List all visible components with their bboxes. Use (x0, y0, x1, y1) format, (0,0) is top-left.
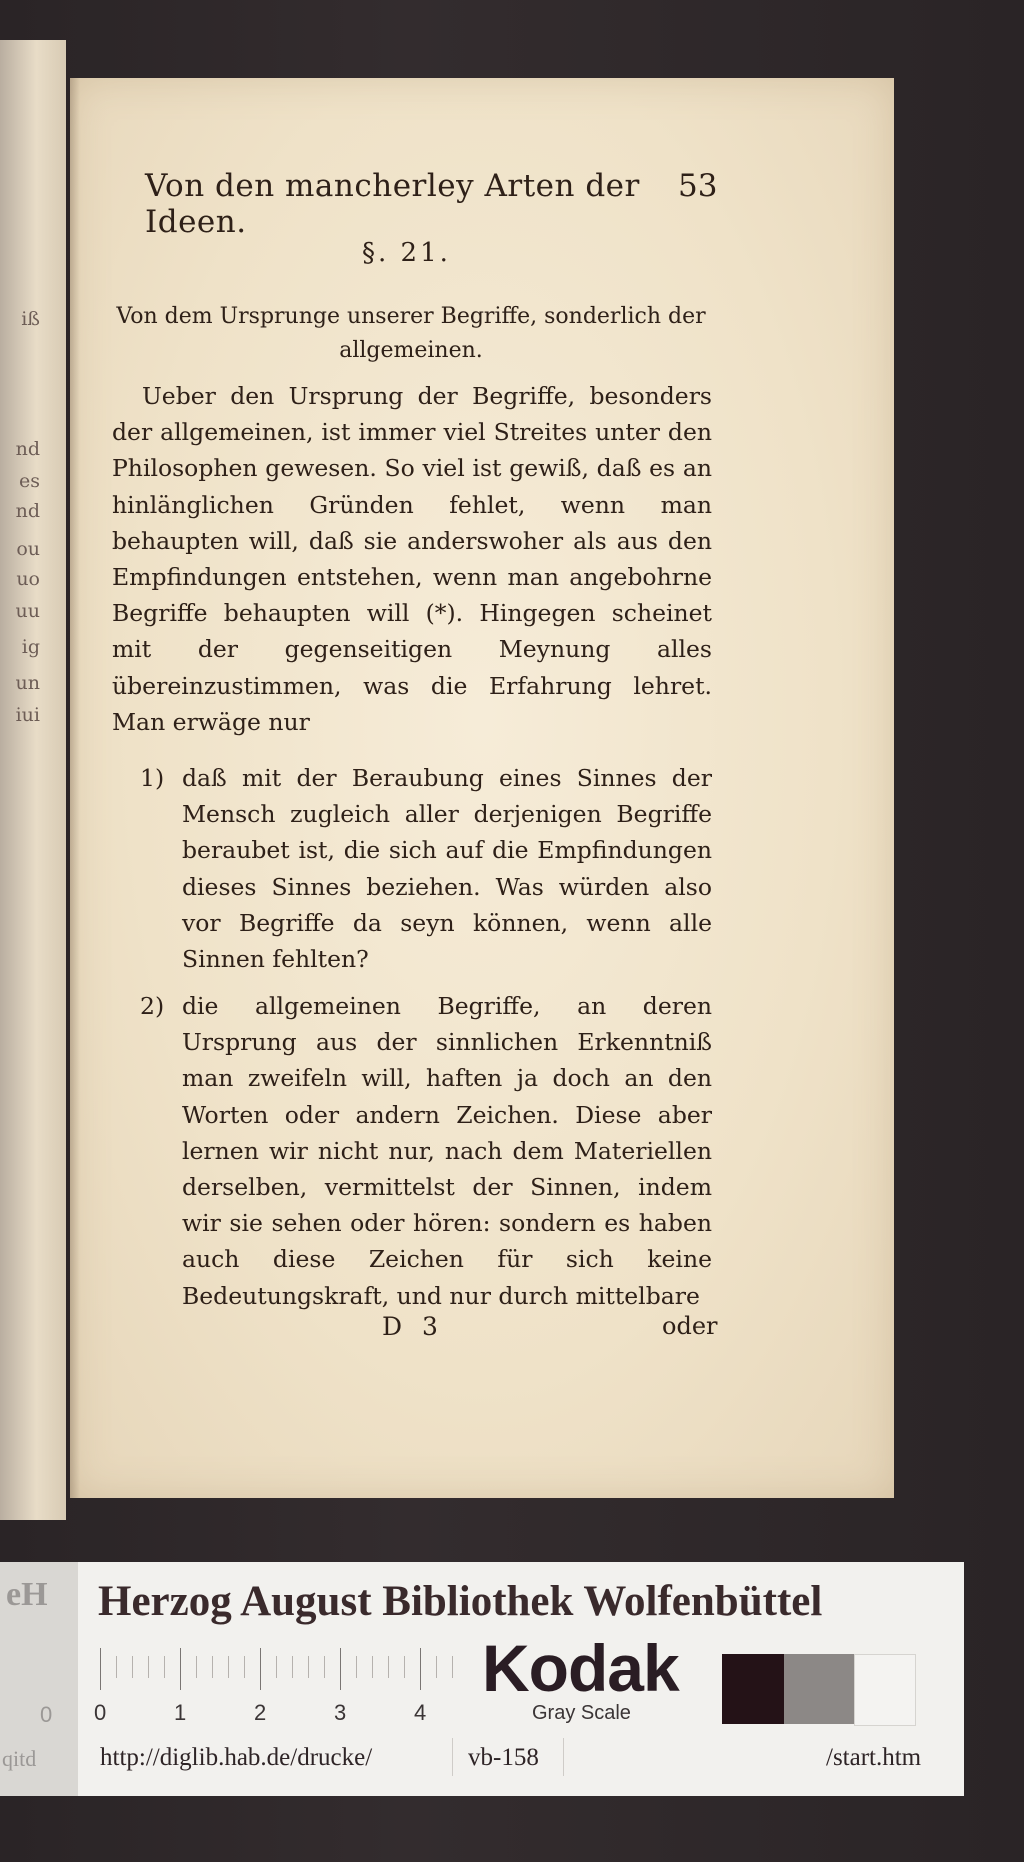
ruler-number: 2 (254, 1700, 267, 1725)
facing-page-fragment: es (19, 470, 40, 492)
ruler-tick (244, 1656, 245, 1678)
card-left-edge (0, 1562, 78, 1796)
ruler-tick (116, 1656, 117, 1678)
ruler-tick (452, 1656, 453, 1678)
section-heading: Von dem Ursprunge unserer Begriffe, sonderlich der allgemeinen. (116, 304, 706, 363)
grayscale-label: Gray Scale (532, 1702, 631, 1724)
section-number: §. 21. (362, 238, 451, 268)
ruler-tick (420, 1648, 421, 1690)
ruler-number: 4 (414, 1700, 427, 1725)
facing-page-fragment: uo (16, 568, 40, 590)
gray-swatch-light (854, 1654, 916, 1726)
page-gutter-shadow (70, 78, 80, 1498)
gray-swatch-mid (784, 1654, 854, 1724)
facing-page-fragment: ig (21, 636, 40, 658)
ruler-tick (148, 1656, 149, 1678)
facing-page-fragment: ou (16, 538, 40, 560)
running-header: Von den mancherley Arten der Ideen. (145, 168, 640, 240)
ruler-tick (324, 1656, 325, 1678)
facing-page-fragment: iui (15, 704, 40, 726)
facing-page-edge (0, 40, 66, 1520)
facing-page-fragment: uu (15, 600, 40, 622)
ruler-tick (340, 1648, 341, 1690)
shelfmark: vb-158 (468, 1744, 539, 1771)
ruler-tick (196, 1656, 197, 1678)
ruler-tick (180, 1648, 181, 1690)
ruler-tick (260, 1648, 261, 1690)
kodak-logo: Kodak (482, 1631, 679, 1705)
card-edge-fragment: 0 (40, 1702, 53, 1727)
facing-page-fragment: un (15, 672, 40, 694)
ruler-tick (212, 1656, 213, 1678)
gray-swatch-dark (722, 1654, 784, 1724)
ruler-tick (228, 1656, 229, 1678)
url-suffix: /start.htm (826, 1744, 922, 1771)
ruler-tick (356, 1656, 357, 1678)
facing-page-fragment: nd (15, 500, 40, 522)
signature-mark: D 3 (382, 1312, 444, 1341)
ruler-number: 0 (94, 1700, 107, 1725)
library-name: Herzog August Bibliothek Wolfenbüttel (98, 1578, 823, 1625)
ruler-number: 1 (174, 1700, 187, 1725)
body-paragraph: Ueber den Ursprung der Begriffe, besonders der allgemeinen, ist immer viel Streites unter den Philosophen gewesen. So viel ist gewiß, daß es an hinlänglichen Gründen fehlet, wenn man behaupten will, daß sie anderswoher als aus den Empfindungen entstehen, wenn man angebohrne Begriffe behaupten will (*). Hingegen scheinet mit der gegenseitigen Meynung alles übereinzustimmen, was die Erfahrung lehret. Man erwäge nur (112, 382, 712, 736)
ruler-tick (164, 1656, 165, 1678)
facing-page-fragment: nd (15, 438, 40, 460)
ruler-tick (292, 1656, 293, 1678)
ruler-tick (372, 1656, 373, 1678)
scale-ruler (100, 1648, 460, 1690)
page-number: 53 (678, 168, 718, 204)
card-edge-fragment: eH (6, 1576, 48, 1613)
ruler-tick (404, 1656, 405, 1678)
ruler-tick (436, 1656, 437, 1678)
catchword: oder (662, 1312, 718, 1340)
ruler-tick (388, 1656, 389, 1678)
ruler-number: 3 (334, 1700, 347, 1725)
ruler-tick (308, 1656, 309, 1678)
ruler-tick (276, 1656, 277, 1678)
facing-page-fragment: iß (21, 308, 40, 330)
url-prefix: http://diglib.hab.de/drucke/ (100, 1744, 373, 1771)
list-item-number: 2) (140, 992, 165, 1020)
list-item-text: daß mit der Beraubung eines Sinnes der Mensch zugleich aller derjenigen Begriffe beraubet ist, die sich auf die Empfindungen dieses Sinnes beziehen. Was würden also vor Begriffe da seyn können, wenn alle Sinnen fehlten? (182, 764, 712, 974)
list-item-number: 1) (140, 764, 165, 792)
ruler-tick (132, 1656, 133, 1678)
ruler-tick (100, 1648, 101, 1690)
card-edge-fragment: qitd (2, 1746, 37, 1771)
list-item-text: die allgemeinen Begriffe, an deren Ursprung aus der sinnlichen Erkenntniß man zweifeln will, haften ja doch an den Worten oder andern Zeichen. Diese aber lernen wir nicht nur, nach dem Materiellen derselben, vermittelst der Sinnen, indem wir sie sehen oder hören: sondern es haben auch diese Zeichen für sich keine Bedeutungskraft, und nur durch mittelbare (182, 992, 712, 1310)
